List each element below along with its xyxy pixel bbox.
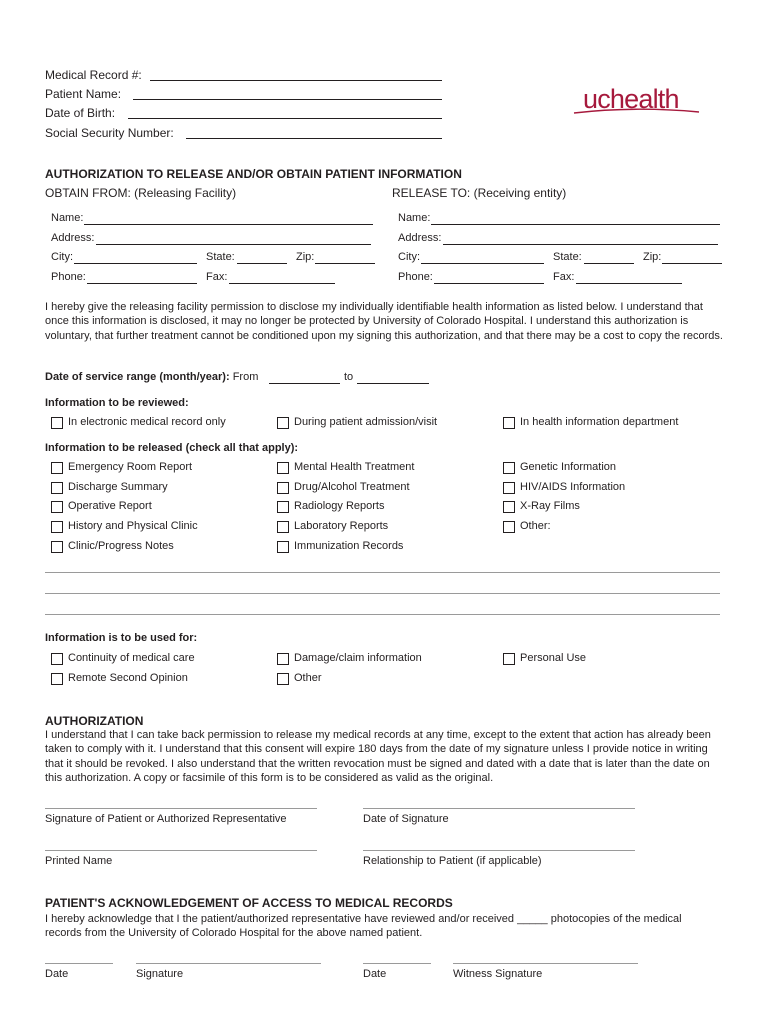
- release-city-field[interactable]: [421, 263, 544, 264]
- checkbox-er-report[interactable]: [51, 462, 63, 474]
- checkbox-other-use[interactable]: [277, 673, 289, 685]
- obtain-fax-field[interactable]: [229, 283, 335, 284]
- checkbox-admission-visit[interactable]: [277, 417, 289, 429]
- service-range-from-label: From: [232, 371, 259, 383]
- checkbox-second-opinion[interactable]: [51, 673, 63, 685]
- obtain-name-label: Name:: [51, 212, 84, 224]
- option-label: Emergency Room Report: [68, 461, 193, 473]
- ack-signature-label: Signature: [136, 968, 184, 980]
- option-label: Other:: [520, 520, 551, 532]
- release-address-label: Address:: [398, 232, 442, 244]
- option-label: In electronic medical record only: [68, 416, 226, 428]
- obtain-state-label: State:: [206, 251, 235, 263]
- obtain-fax-label: Fax:: [206, 271, 228, 283]
- date-of-birth-label: Date of Birth:: [45, 106, 116, 120]
- checkbox-him-department[interactable]: [503, 417, 515, 429]
- checkbox-mental-health[interactable]: [277, 462, 289, 474]
- ack-signature-line[interactable]: [136, 963, 321, 964]
- signature-date-line[interactable]: [363, 808, 635, 809]
- option-label: Discharge Summary: [68, 481, 168, 493]
- witness-signature-line[interactable]: [453, 963, 638, 964]
- release-fax-label: Fax:: [553, 271, 575, 283]
- option-label: Remote Second Opinion: [68, 672, 188, 684]
- checkbox-drug-alcohol[interactable]: [277, 482, 289, 494]
- obtain-address-label: Address:: [51, 232, 95, 244]
- checkbox-electronic-record[interactable]: [51, 417, 63, 429]
- release-city-label: City:: [398, 251, 420, 263]
- patient-name-field[interactable]: [133, 99, 442, 100]
- relationship-line[interactable]: [363, 850, 635, 851]
- obtain-from-heading: OBTAIN FROM: (Releasing Facility): [45, 186, 237, 200]
- service-range-label: Date of service range (month/year):: [45, 371, 230, 383]
- relationship-label: Relationship to Patient (if applicable): [363, 855, 542, 867]
- ack-date-label: Date: [45, 968, 69, 980]
- option-label: During patient admission/visit: [294, 416, 438, 428]
- patient-signature-label: Signature of Patient or Authorized Representative: [45, 813, 287, 825]
- checkbox-immunization[interactable]: [277, 541, 289, 553]
- option-label: Mental Health Treatment: [294, 461, 415, 473]
- option-label: HIV/AIDS Information: [520, 481, 626, 493]
- patient-signature-line[interactable]: [45, 808, 317, 809]
- ssn-field[interactable]: [186, 138, 442, 139]
- option-label: X-Ray Films: [520, 500, 580, 512]
- obtain-city-field[interactable]: [74, 263, 197, 264]
- authorization-title: AUTHORIZATION: [45, 714, 144, 728]
- checkbox-personal-use[interactable]: [503, 653, 515, 665]
- authorization-paragraph: I understand that I can take back permission to release my medical records at any time, except to the extent that action has already been taken to comply with it. I understand that this consent will expire 180 days from the date of my signature unless I provide notice in writing that it should be revoked. I also understand that the written revocation must be signed and dated with a date that is later than the date on this authorization. A copy or facsimile of this form is to be considered as valid as the original.: [45, 729, 711, 785]
- printed-name-label: Printed Name: [45, 855, 113, 867]
- option-label: History and Physical Clinic: [68, 520, 198, 532]
- option-label: Laboratory Reports: [294, 520, 389, 532]
- option-label: Damage/claim information: [294, 652, 422, 664]
- ack-date-line[interactable]: [45, 963, 113, 964]
- option-label: Operative Report: [68, 500, 152, 512]
- release-phone-label: Phone:: [398, 271, 433, 283]
- release-name-field[interactable]: [431, 224, 720, 225]
- release-to-heading: RELEASE TO: (Receiving entity): [392, 186, 567, 200]
- checkbox-discharge-summary[interactable]: [51, 482, 63, 494]
- date-of-birth-field[interactable]: [128, 118, 442, 119]
- release-state-label: State:: [553, 251, 582, 263]
- option-label: Clinic/Progress Notes: [68, 540, 174, 552]
- option-label: Continuity of medical care: [68, 652, 195, 664]
- acknowledgement-title: PATIENT'S ACKNOWLEDGEMENT OF ACCESS TO MEDICAL RECORDS: [45, 896, 453, 910]
- witness-date-label: Date: [363, 968, 387, 980]
- checkbox-continuity-care[interactable]: [51, 653, 63, 665]
- option-label: Drug/Alcohol Treatment: [294, 481, 410, 493]
- witness-signature-label: Witness Signature: [453, 968, 543, 980]
- service-from-field[interactable]: [269, 383, 340, 384]
- release-address-field[interactable]: [443, 244, 718, 245]
- checkbox-laboratory[interactable]: [277, 521, 289, 533]
- obtain-zip-label: Zip:: [296, 251, 315, 263]
- obtain-zip-field[interactable]: [315, 263, 375, 264]
- release-zip-field[interactable]: [662, 263, 722, 264]
- release-zip-label: Zip:: [643, 251, 662, 263]
- service-to-field[interactable]: [357, 383, 429, 384]
- witness-date-line[interactable]: [363, 963, 431, 964]
- used-for-title: Information is to be used for:: [45, 632, 198, 644]
- checkbox-hiv-aids[interactable]: [503, 482, 515, 494]
- checkbox-operative-report[interactable]: [51, 501, 63, 513]
- option-label: Radiology Reports: [294, 500, 385, 512]
- option-label: In health information department: [520, 416, 679, 428]
- checkbox-progress-notes[interactable]: [51, 541, 63, 553]
- other-info-line[interactable]: [45, 614, 720, 615]
- permission-paragraph: I hereby give the releasing facility permission to disclose my individually identifiable health information as listed below. I understand that once this information is disclosed, it may no longer be protected by University of Colorado Hospital. I understand this authorization is voluntary, that further treatment cannot be conditioned upon my signing this authorization, and that there may be a cost to copy the records.: [45, 301, 723, 342]
- obtain-state-field[interactable]: [237, 263, 287, 264]
- acknowledgement-paragraph: I hereby acknowledge that I the patient/authorized representative have reviewed and/or received _____ photocopies of the medical records from the University of Colorado Hospital for the above named patient.: [45, 913, 682, 940]
- obtain-address-field[interactable]: [96, 244, 371, 245]
- obtain-name-field[interactable]: [84, 224, 373, 225]
- service-range-row: [45, 371, 258, 383]
- release-name-label: Name:: [398, 212, 431, 224]
- medical-record-label: Medical Record #:: [45, 68, 142, 82]
- release-phone-field[interactable]: [434, 283, 544, 284]
- release-fax-field[interactable]: [576, 283, 682, 284]
- other-info-line[interactable]: [45, 593, 720, 594]
- checkbox-xray[interactable]: [503, 501, 515, 513]
- obtain-phone-label: Phone:: [51, 271, 86, 283]
- checkbox-damage-claim[interactable]: [277, 653, 289, 665]
- obtain-city-label: City:: [51, 251, 73, 263]
- option-label: Genetic Information: [520, 461, 616, 473]
- checkbox-history-physical[interactable]: [51, 521, 63, 533]
- printed-name-line[interactable]: [45, 850, 317, 851]
- option-label: Personal Use: [520, 652, 587, 664]
- reviewed-title: Information to be reviewed:: [45, 397, 189, 409]
- patient-name-label: Patient Name:: [45, 87, 122, 101]
- checkbox-genetic[interactable]: [503, 462, 515, 474]
- option-label: Immunization Records: [294, 540, 404, 552]
- service-range-to-label: to: [344, 371, 354, 383]
- uchealth-logo: [572, 84, 702, 118]
- medical-record-field[interactable]: [150, 80, 442, 81]
- signature-date-label: Date of Signature: [363, 813, 449, 825]
- logo-text: uchealth: [583, 84, 679, 114]
- other-info-line[interactable]: [45, 572, 720, 573]
- checkbox-radiology[interactable]: [277, 501, 289, 513]
- released-title: Information to be released (check all that apply):: [45, 442, 299, 454]
- checkbox-other-released[interactable]: [503, 521, 515, 533]
- release-state-field[interactable]: [584, 263, 634, 264]
- obtain-phone-field[interactable]: [87, 283, 197, 284]
- auth-release-title: AUTHORIZATION TO RELEASE AND/OR OBTAIN PATIENT INFORMATION: [45, 167, 462, 181]
- option-label: Other: [294, 672, 322, 684]
- ssn-label: Social Security Number:: [45, 126, 174, 140]
